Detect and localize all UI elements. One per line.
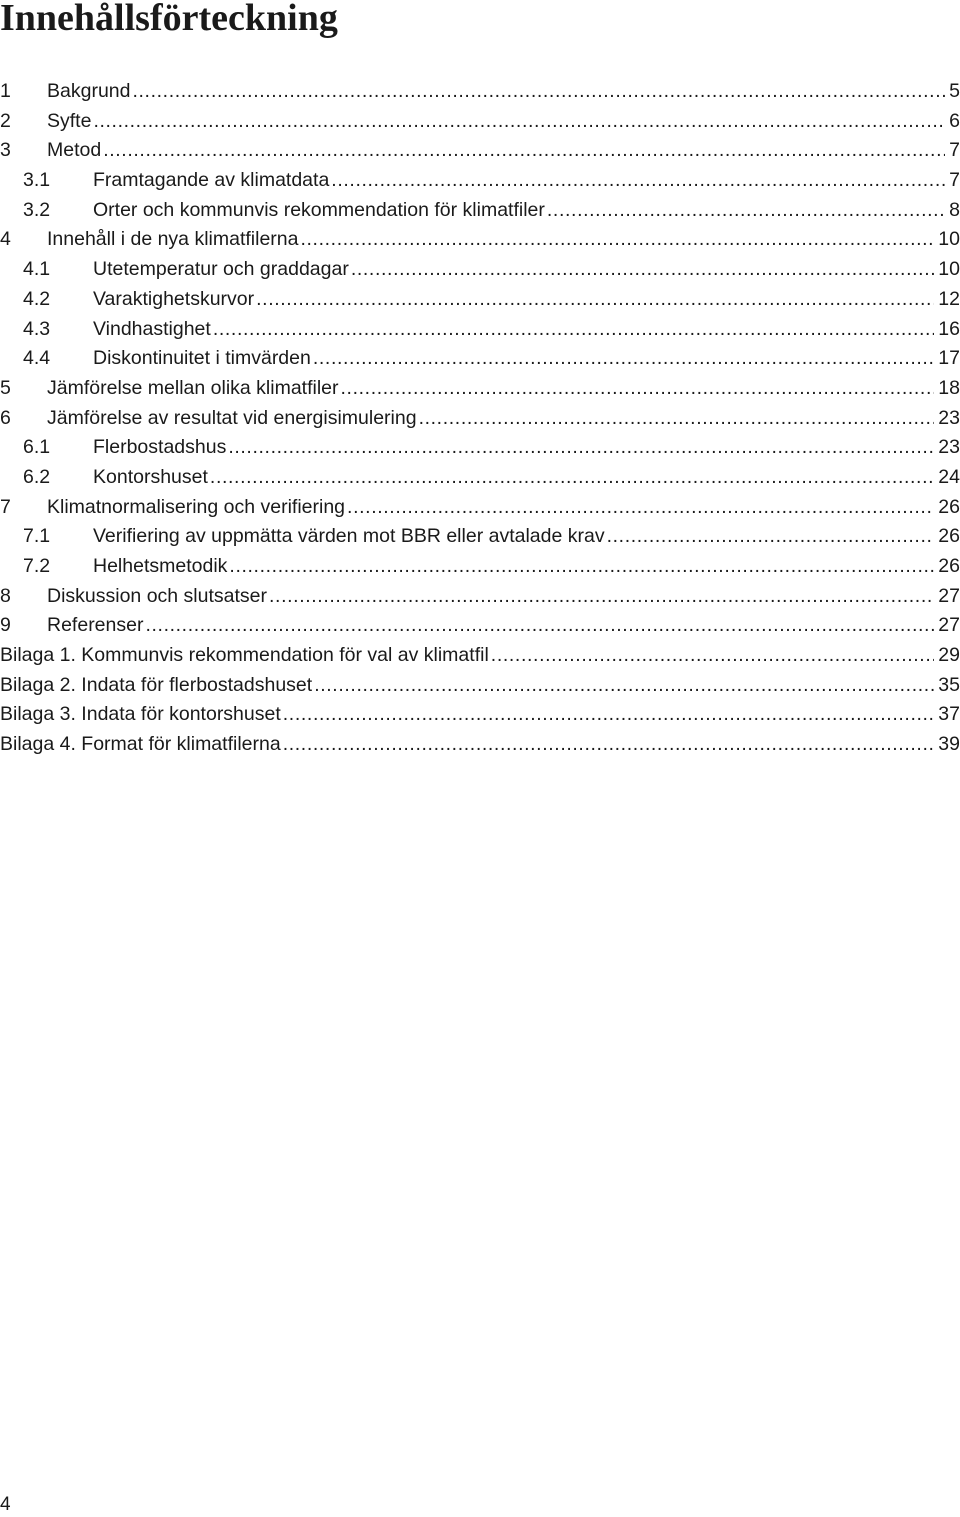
- toc-dot-leader: [491, 641, 935, 671]
- toc-entry-page: 27: [938, 584, 960, 607]
- toc-entry[interactable]: [0, 225, 960, 255]
- toc-entry-page: 26: [938, 555, 960, 577]
- toc-entry[interactable]: [0, 641, 960, 671]
- toc-entry-title: Bilaga 2. Indata för flerbostadshuset: [0, 673, 313, 696]
- page-number: 4: [0, 1494, 11, 1515]
- toc-entry[interactable]: [0, 433, 960, 463]
- toc-entry[interactable]: [0, 463, 960, 493]
- toc-dot-leader: [607, 522, 935, 552]
- toc-entry[interactable]: [0, 730, 960, 760]
- toc-entry-number: 3.2: [23, 198, 51, 221]
- toc-entry-title: Diskussion och slutsatser: [47, 584, 268, 607]
- toc-entry-title: Orter och kommunvis rekommendation för klimatfiler: [93, 198, 545, 221]
- toc-entry-number: 3.1: [23, 169, 51, 192]
- toc-entry-title: Jämförelse av resultat vid energisimulering: [47, 406, 417, 429]
- toc-entry-page: 17: [938, 347, 960, 370]
- toc-dot-leader: [313, 344, 934, 374]
- toc-entry-page: 23: [938, 406, 960, 429]
- toc-entry-number: 9: [0, 614, 11, 637]
- toc-entry-page: 6: [949, 109, 960, 132]
- toc-entry-title: Bakgrund: [47, 80, 131, 102]
- toc-entry[interactable]: [0, 166, 960, 196]
- toc-entry[interactable]: [0, 404, 960, 434]
- toc-dot-leader: [300, 225, 934, 255]
- toc-entry[interactable]: [0, 196, 960, 226]
- toc-dot-leader: [93, 107, 945, 137]
- toc-entry-number: 5: [0, 376, 11, 399]
- toc-entry-number: 4.1: [23, 258, 51, 281]
- toc-dot-leader: [213, 315, 934, 345]
- toc-entry[interactable]: [0, 136, 960, 166]
- toc-entry-page: 8: [949, 198, 960, 221]
- toc-dot-leader: [283, 730, 935, 760]
- toc-entry-title: Helhetsmetodik: [93, 555, 228, 577]
- toc-entry-number: 6: [0, 406, 11, 429]
- toc-entry[interactable]: [0, 582, 960, 612]
- toc-entry-page: 7: [949, 169, 960, 192]
- toc-entry-title: Kontorshuset: [93, 465, 208, 488]
- toc-dot-leader: [419, 404, 935, 434]
- toc-entry-page: 10: [938, 228, 960, 251]
- toc-entry-title: Bilaga 1. Kommunvis rekommendation för val av klimatfil: [0, 644, 489, 667]
- toc-entry-title: Bilaga 4. Format för klimatfilerna: [0, 733, 281, 756]
- toc-dot-leader: [103, 136, 945, 166]
- toc-dot-leader: [145, 611, 934, 641]
- toc-entry-number: 4.2: [23, 287, 51, 310]
- toc-entry-page: 37: [938, 703, 960, 726]
- toc-entry-number: 4.4: [23, 347, 51, 370]
- toc-entry-page: 27: [938, 614, 960, 637]
- toc-entry-page: 16: [938, 317, 960, 340]
- toc-entry-title: Flerbostadshus: [93, 436, 227, 459]
- toc-entry-page: 26: [938, 495, 960, 518]
- toc-entry[interactable]: [0, 315, 960, 345]
- toc-dot-leader: [547, 196, 945, 226]
- toc-entry-number: 1: [0, 80, 11, 102]
- page-title: Innehållsförteckning: [0, 0, 338, 39]
- toc-entry-page: 35: [938, 673, 960, 696]
- toc-entry-number: 2: [0, 109, 11, 132]
- toc-entry-title: Syfte: [47, 109, 92, 132]
- toc-entry-title: Varaktighetskurvor: [93, 287, 255, 310]
- toc-dot-leader: [351, 255, 934, 285]
- toc-entry-page: 39: [938, 733, 960, 756]
- toc-entry-title: Innehåll i de nya klimatfilerna: [47, 228, 299, 251]
- toc-entry[interactable]: [0, 285, 960, 315]
- toc-entry[interactable]: [0, 493, 960, 523]
- toc-dot-leader: [331, 166, 945, 196]
- toc-entry-number: 7.1: [23, 525, 51, 548]
- toc-dot-leader: [256, 285, 934, 315]
- toc-dot-leader: [228, 433, 934, 463]
- toc-entry[interactable]: [0, 107, 960, 137]
- toc-entry-page: 18: [938, 376, 960, 399]
- toc-entry-title: Bilaga 3. Indata för kontorshuset: [0, 703, 281, 726]
- toc-entry-title: Jämförelse mellan olika klimatfiler: [47, 376, 339, 399]
- toc-entry-page: 29: [938, 644, 960, 667]
- table-of-contents: [0, 77, 960, 760]
- toc-entry-page: 10: [938, 258, 960, 281]
- toc-dot-leader: [229, 552, 934, 582]
- toc-entry-title: Diskontinuitet i timvärden: [93, 347, 311, 370]
- toc-dot-leader: [341, 374, 935, 404]
- toc-entry-number: 6.2: [23, 465, 51, 488]
- toc-entry-title: Klimatnormalisering och verifiering: [47, 495, 346, 518]
- toc-dot-leader: [269, 582, 934, 612]
- toc-dot-leader: [314, 671, 934, 701]
- toc-entry[interactable]: [0, 671, 960, 701]
- toc-entry-title: Framtagande av klimatdata: [93, 169, 330, 192]
- toc-entry-title: Verifiering av uppmätta värden mot BBR eller avtalade krav: [93, 525, 605, 548]
- toc-entry[interactable]: [0, 255, 960, 285]
- toc-entry-number: 6.1: [23, 436, 51, 459]
- toc-entry[interactable]: [0, 522, 960, 552]
- toc-entry-page: 23: [938, 436, 960, 459]
- toc-dot-leader: [210, 463, 934, 493]
- toc-dot-leader: [132, 77, 945, 107]
- toc-entry[interactable]: [0, 552, 960, 582]
- toc-entry[interactable]: [0, 611, 960, 641]
- toc-entry-page: 26: [938, 525, 960, 548]
- toc-entry-number: 4.3: [23, 317, 51, 340]
- toc-entry-title: Utetemperatur och graddagar: [93, 258, 349, 281]
- toc-entry[interactable]: [0, 77, 960, 107]
- toc-entry-number: 7.2: [23, 555, 51, 577]
- toc-entry-title: Metod: [47, 139, 102, 162]
- toc-entry[interactable]: [0, 374, 960, 404]
- toc-entry-number: 3: [0, 139, 11, 162]
- toc-dot-leader: [283, 700, 935, 730]
- toc-dot-leader: [347, 493, 934, 523]
- toc-entry[interactable]: [0, 700, 960, 730]
- toc-entry-title: Referenser: [47, 614, 144, 637]
- toc-entry-page: 12: [938, 287, 960, 310]
- toc-entry-number: 7: [0, 495, 11, 518]
- toc-entry-page: 5: [949, 80, 960, 102]
- toc-entry-number: 4: [0, 228, 11, 251]
- toc-entry-title: Vindhastighet: [93, 317, 211, 340]
- toc-entry-page: 24: [938, 465, 960, 488]
- toc-entry-page: 7: [949, 139, 960, 162]
- toc-entry[interactable]: [0, 344, 960, 374]
- toc-entry-number: 8: [0, 584, 11, 607]
